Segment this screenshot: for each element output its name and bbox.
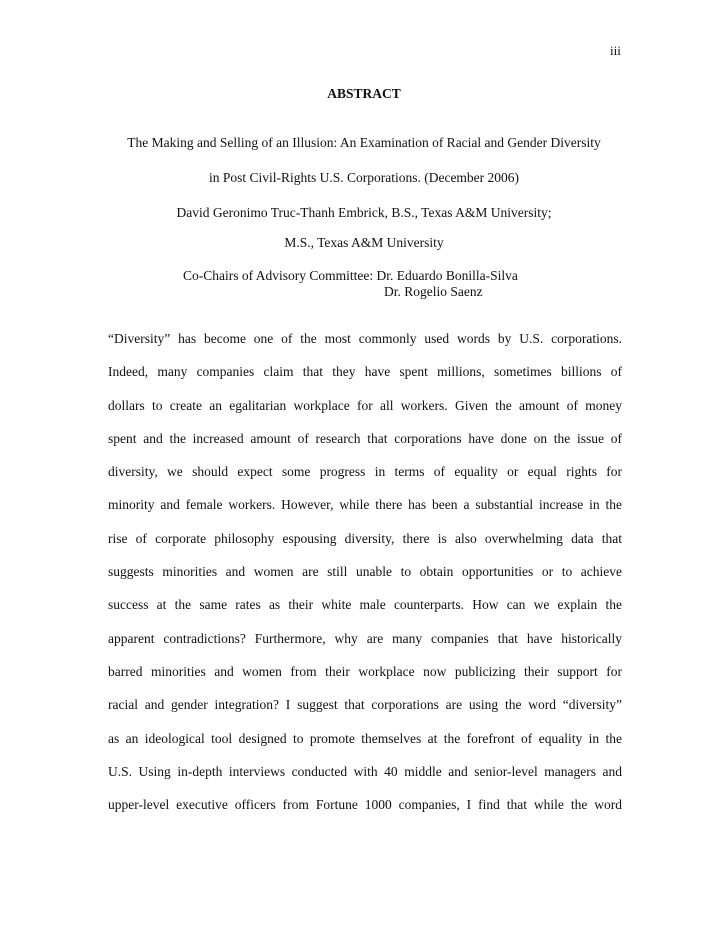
- committee-line-2: Dr. Rogelio Saenz: [384, 284, 483, 299]
- body-line: spent and the increased amount of research that corporations have done on the issue of: [108, 430, 622, 446]
- title-line-1: The Making and Selling of an Illusion: An Examination of Racial and Gender Diversity: [127, 135, 601, 150]
- body-line: as an ideological tool designed to promote themselves at the forefront of equality in the: [108, 730, 622, 746]
- body-line: dollars to create an egalitarian workplace for all workers. Given the amount of money: [108, 397, 622, 413]
- body-line: barred minorities and women from their workplace now publicizing their support for: [108, 663, 622, 679]
- body-line: suggests minorities and women are still unable to obtain opportunities or to achieve: [108, 564, 622, 580]
- author-line-2: M.S., Texas A&M University: [284, 235, 444, 250]
- abstract-body: [108, 330, 622, 829]
- abstract-heading: ABSTRACT: [327, 86, 401, 101]
- body-line: diversity, we should expect some progress in terms of equality or equal rights for: [108, 464, 622, 480]
- title-line-2: in Post Civil-Rights U.S. Corporations. (December 2006): [208, 170, 520, 185]
- body-line: success at the same rates as their white male counterparts. How can we explain the: [108, 597, 622, 613]
- body-line: rise of corporate philosophy espousing diversity, there is also overwhelming data that: [108, 530, 622, 546]
- body-line: apparent contradictions? Furthermore, why are many companies that have historically: [108, 630, 622, 646]
- body-line: upper-level executive officers from Fortune 1000 companies, I find that while the word: [108, 797, 622, 813]
- body-line: racial and gender integration? I suggest that corporations are using the word “diversity”: [108, 697, 622, 713]
- body-line: U.S. Using in-depth interviews conducted with 40 middle and senior-level managers and: [108, 763, 622, 779]
- body-line: “Diversity” has become one of the most commonly used words by U.S. corporations.: [108, 331, 622, 346]
- body-line: Indeed, many companies claim that they have spent millions, sometimes billions of: [108, 364, 622, 380]
- body-line: minority and female workers. However, while there has been a substantial increase in the: [108, 497, 622, 513]
- author-line-1: David Geronimo Truc-Thanh Embrick, B.S., Texas A&M University;: [176, 205, 552, 220]
- page-number: iii: [610, 43, 621, 58]
- committee-line-1: Co-Chairs of Advisory Committee: Dr. Eduardo Bonilla-Silva: [183, 268, 518, 283]
